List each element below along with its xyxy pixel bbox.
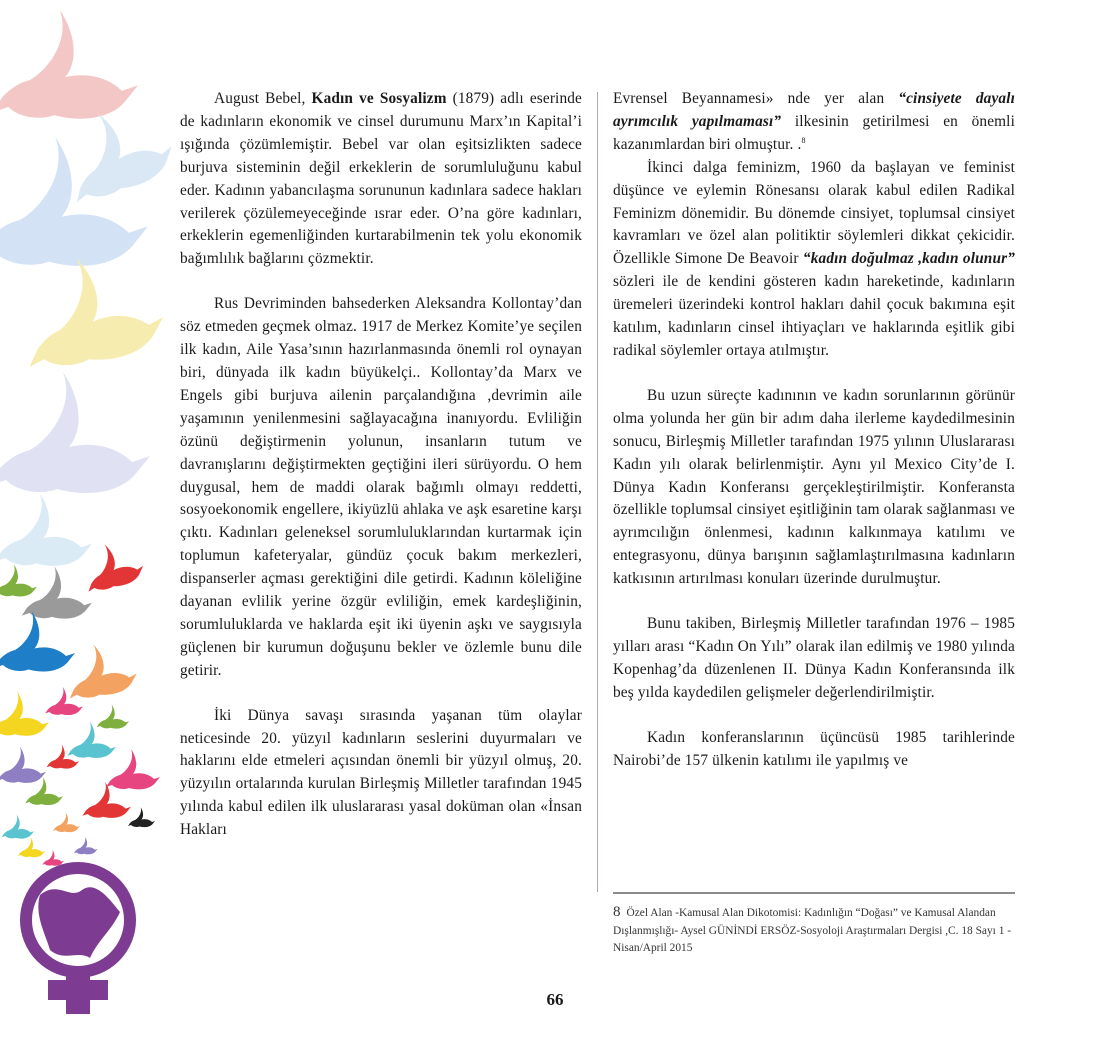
dove-icon bbox=[128, 807, 155, 827]
dove-icon bbox=[0, 747, 46, 783]
paragraph-1975: Bu uzun süreçte kadınının ve kadın sorunlarının görünür olma yolunda her gün bir adım daha ilerleme kaydedilmesinin sonucu, Birleşmiş Milletler tarafından 1975 yılının Uluslararası Kadın yılı olarak belirlenmiştir. Aynı yıl Mexico City’de I. Dünya Kadın Konferansı gerçekleştirilmiştir. Konferansta özellikle toplumsal cinsiyet eşitliğinin tam olarak sağlanması ve ayrımcılığın önlenmesi, kadının kalkınmaya katılımı ve entegrasyonu, dünya barışının sağlamlaştırılmasına kadınların katkısının artırılması konuları üzerinde durulmuştur. bbox=[613, 386, 1015, 588]
dove-icon bbox=[42, 850, 64, 866]
dove-icon bbox=[18, 837, 45, 857]
pale-doves bbox=[0, 10, 175, 566]
dove-icon bbox=[0, 564, 37, 596]
text: ilkesinin getirilmesi en önemli kazanımlardan biri olmuştur. . bbox=[613, 112, 1015, 153]
emphasis-quote: “kadın doğulmaz ,kadın olunur” bbox=[802, 250, 1016, 268]
footnote bbox=[613, 904, 1015, 958]
dove-icon bbox=[78, 536, 147, 594]
dove-icon bbox=[74, 837, 98, 855]
venus-symbol-icon bbox=[26, 868, 130, 1014]
decorative-doves-and-venus-symbol bbox=[0, 0, 175, 1054]
paragraph-nairobi: Kadın konferanslarının üçüncüsü 1985 tarihlerinde Nairobi’de 157 ülkenin katılımı ile yapılmış ve bbox=[613, 728, 1015, 769]
footnote-text: Özel Alan -Kamusal Alan Dikotomisi: Kadınlığın “Doğası” ve Kamusal Alandan Dışlanmışlığı- Aysel GÜNİNDİ ERSÖZ-Sosyoloji Araştırmaları Dergisi ,C. 18 Sayı 1 -Nisan/April 2015 bbox=[613, 907, 1012, 954]
paragraph-second-wave bbox=[613, 157, 1015, 363]
text: August Bebel, bbox=[214, 90, 312, 107]
dove-icon bbox=[0, 611, 75, 672]
book-title: Kadın ve Sosyalizm bbox=[311, 90, 447, 107]
bright-doves bbox=[0, 536, 160, 866]
emphasis-quote: “cinsiyete dayalı ayrımcılık yapılmaması” bbox=[613, 90, 1015, 130]
dove-icon bbox=[2, 814, 34, 838]
dove-icon bbox=[106, 749, 160, 789]
dove-icon bbox=[0, 10, 138, 119]
dove-icon bbox=[22, 566, 92, 618]
paragraph-bebel bbox=[180, 88, 582, 271]
left-text-column bbox=[180, 88, 582, 842]
column-divider bbox=[597, 92, 598, 892]
footnote-ref: 8 bbox=[801, 135, 806, 145]
dove-icon bbox=[0, 372, 150, 493]
page-number: 66 bbox=[546, 990, 564, 1009]
footnote-number: 8 bbox=[613, 904, 621, 920]
right-text-column bbox=[613, 88, 1015, 772]
dove-icon bbox=[0, 493, 92, 566]
paragraph-world-wars: İki Dünya savaşı sırasında yaşanan tüm olaylar neticesinde 20. yüzyıl kadınların seslerini duyurmaları ve haklarını elde etmeleri açısından önemli bir yüzyıl olmuş, 20. yüzyılın ortalarında kurulan Birleşmiş Milletler tarafından 1945 yılında kabul edilen ilk uluslararası yasal doküman olan «İnsan Hakları bbox=[180, 706, 582, 839]
dove-icon bbox=[61, 638, 139, 702]
paragraph-kollontay: Rus Devriminden bahsederken Aleksandra Kollontay’dan söz etmeden geçmek olmaz. 1917 de Merkez Komite’ye seçilen ilk kadın, Aile Yasa’sının hazırlanmasında önemli rol oynayan biri, dünyada ilk kadın büyükelçi.. Kollontay’da Marx ve Engels gibi burjuva ailenin parçalandığına ,devrimin aile yaşamının yenilenmesini sağlayacağına inanıyordu. Evliliğin özünü değiştirmenin yolunun, insanların tutum ve davranışlarını değiştirmekten geçtiğini ileri sürüyordu. O hem duygusal, hem de maddi olarak bağımlı olmayı reddetti, sosyoekonomik engellere, ikiyüzlü ahlaka ve aşk esaretine karşı çıktı. Kadınları geleneksel sorumluluklarından kurtarmak için toplumun kafeteryalar, gündüz çocuk bakım merkezleri, dispanserler açması gerektiğini dile getirdi. Kadının köleliğine dayanan evlilik yerine özgür evliliğin, emek kardeşliğinin, sorumluluklarda ve haklarda eşit iki üyenin aşkı ve saygısıyla güçlenen bir kurumun doğuşunu bekler ve özlemle bunu dile getirir. bbox=[180, 295, 582, 679]
text: (1879) adlı eserinde de kadınların ekonomik ve cinsel durumunu Marx’ın Kapital’i ışığında çözümlemiştir. Bebel var olan eşitsizlikten sadece burjuva sisteminin değil erkeklerin de sorumluluğunu kabul eder. Kadının yabancılaşma sorununun kadınlara sadece hakları verilerek çözülemeyeceğinde ısrar eder. O’na göre kadınları, erkeklerin egemenliğinden kurtarabilmenin tek yolu ekonomik bağımlılık bağlarını çözmektir. bbox=[180, 90, 582, 268]
text: Evrensel Beyannamesi» nde yer alan bbox=[613, 90, 899, 107]
paragraph-declaration bbox=[613, 88, 1015, 157]
dove-icon bbox=[53, 812, 80, 832]
paragraph-decade: Bunu takiben, Birleşmiş Milletler tarafından 1976 – 1985 yılları arası “Kadın On Yılı” olarak ilan edilmiş ve 1980 yılında Kopenhag’da düzenlenen II. Dünya Kadın Konferansında ilk beş yılda kaydedilen gelişmeler değerlendirilmiştir. bbox=[613, 615, 1015, 701]
dove-icon bbox=[97, 704, 129, 728]
dove-icon bbox=[0, 691, 49, 735]
text: sözleri ile de kendini gösteren kadın hareketinde, kadınların üremeleri üzerindeki kontrol hakları dahil çocuk bakımına eşit katılım, kadınların cinsel ihtiyaçları ve haklarında eşitlik gibi radikal söylemler ortaya atılmıştır. bbox=[613, 273, 1015, 359]
footnote-rule bbox=[613, 892, 1015, 894]
text: İkinci dalga feminizm, 1960 da başlayan ve feminist düşünce ve eylemin Rönesansı olarak kabul edilen Radikal Feminizm dönemidir. Bu dönemde cinsiyet, toplumsal cinsiyet kavramları ve özel alan politiktir söylemleri dikkat çekicidir. Özellikle Simone De Beavoir bbox=[613, 158, 1015, 268]
